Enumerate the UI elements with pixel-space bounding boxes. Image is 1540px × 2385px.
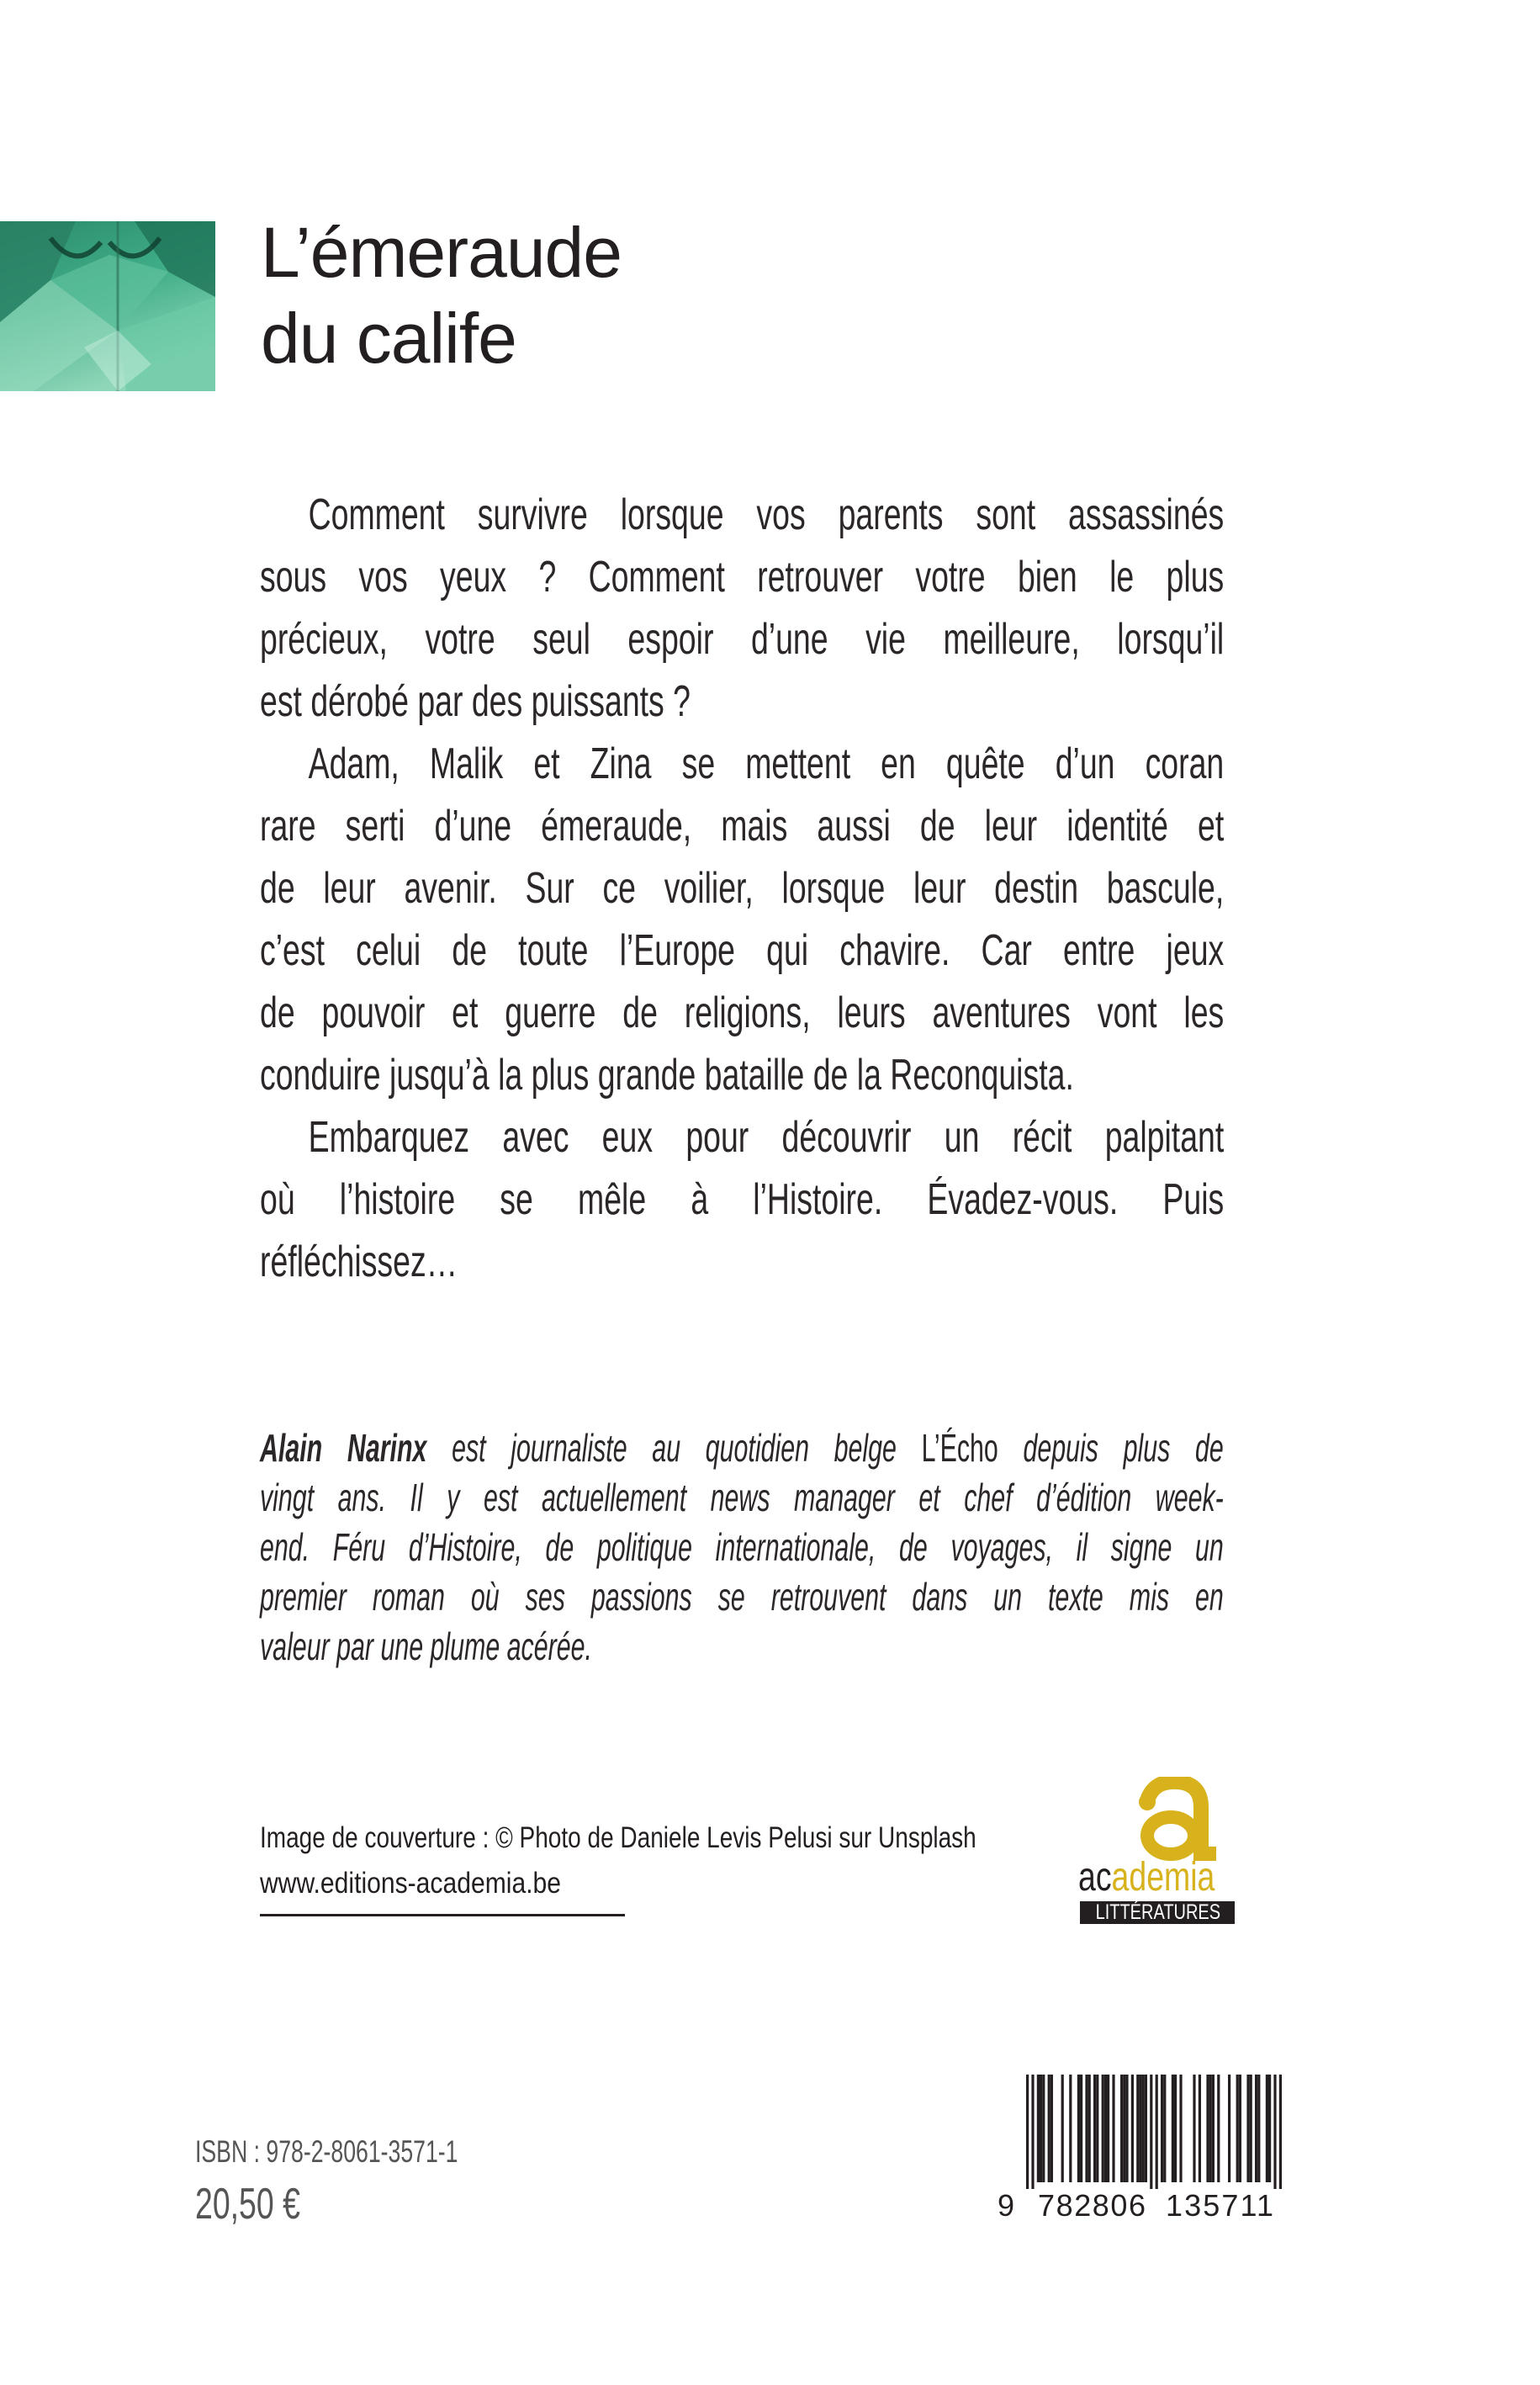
imprint-label: LITTÉRATURES — [1095, 1900, 1221, 1924]
barcode-bar — [1123, 2075, 1125, 2182]
barcode-bar — [1239, 2075, 1241, 2182]
barcode-bar — [1031, 2075, 1034, 2189]
barcode-bar — [1104, 2075, 1107, 2182]
barcode-bar — [1174, 2075, 1177, 2182]
blurb-line: sous vos yeux ? Comment retrouver votre bien le plus — [260, 553, 1225, 602]
logo-letter-a-mark — [1129, 1777, 1221, 1861]
bio-text: depuis plus de — [998, 1426, 1224, 1470]
barcode-bar — [1096, 2075, 1098, 2182]
barcode-bar — [1250, 2075, 1252, 2182]
barcode-bar — [1139, 2075, 1141, 2182]
barcode-bar — [1093, 2075, 1096, 2182]
barcode-left-digits: 782806 — [1038, 2188, 1146, 2223]
barcode-bar — [1156, 2075, 1158, 2189]
blurb-line: rare serti d’une émeraude, mais aussi de leur identité et — [260, 802, 1225, 851]
barcode-bar — [1125, 2075, 1128, 2182]
barcode-bar — [1228, 2075, 1230, 2182]
barcode-bar — [1120, 2075, 1123, 2182]
barcode-first-digit: 9 — [998, 2188, 1015, 2223]
blurb-line: de leur avenir. Sur ce voilier, lorsque leur destin bascule, — [260, 864, 1225, 913]
barcode-bar — [1069, 2075, 1072, 2182]
barcode-bar — [1236, 2075, 1239, 2182]
barcode-bar — [1206, 2075, 1209, 2182]
barcode-bar — [1080, 2075, 1082, 2182]
barcode-bar — [1107, 2075, 1109, 2182]
barcode-bar — [1131, 2075, 1134, 2182]
blurb-line: c’est celui de toute l’Europe qui chavire. Car entre jeux — [260, 926, 1225, 975]
barcode-bar — [1085, 2075, 1088, 2182]
bio-line: premier roman où ses passions se retrouvent dans un texte mis en — [260, 1575, 1224, 1619]
blurb-line: réfléchissez… — [260, 1238, 458, 1286]
barcode-bar — [1209, 2075, 1212, 2182]
author-name: Alain Narinx — [260, 1426, 427, 1470]
academia-logo — [1078, 1777, 1238, 1924]
barcode-bar — [1255, 2075, 1257, 2182]
blurb-line: Comment survivre lorsque vos parents sont assassinés — [308, 490, 1225, 539]
barcode-bar — [1050, 2075, 1053, 2182]
logo-wordmark — [1078, 1855, 1215, 1900]
barcode-bar — [1179, 2075, 1182, 2182]
blurb-text — [260, 484, 1224, 1293]
barcode-bar — [1145, 2075, 1147, 2182]
barcode-bar — [1026, 2075, 1029, 2189]
book-title-line-1: L’émeraude — [261, 213, 622, 292]
bio-line: vingt ans. Il y est actuellement news manager et chef d’édition week- — [260, 1476, 1224, 1519]
barcode-bar — [1150, 2075, 1152, 2189]
barcode-bar — [1048, 2075, 1050, 2182]
blurb-line: conduire jusqu’à la plus grande bataille de la Reconquista. — [260, 1051, 1074, 1100]
barcode-bar — [1077, 2075, 1080, 2182]
publisher-website-link[interactable]: www.editions-academia.be — [260, 1867, 562, 1900]
barcode-bar — [1268, 2075, 1271, 2182]
price: 20,50 € — [195, 2180, 300, 2229]
barcode-right-digits: 135711 — [1166, 2188, 1273, 2223]
website-underline — [260, 1914, 625, 1916]
bio-text: est journaliste au quotidien belge — [426, 1426, 922, 1470]
barcode-bar — [1163, 2075, 1166, 2182]
logo-word-part: ademia — [1111, 1855, 1215, 1900]
barcode-bar — [1102, 2075, 1104, 2182]
barcode-bar — [1273, 2075, 1276, 2189]
barcode-bar — [1042, 2075, 1045, 2182]
barcode-bar — [1212, 2075, 1215, 2182]
image-credit: Image de couverture : © Photo de Daniele Levis Pelusi sur Unsplash — [260, 1821, 976, 1854]
barcode-bar — [1199, 2075, 1201, 2182]
barcode-bar — [1193, 2075, 1195, 2182]
blurb-line: de pouvoir et guerre de religions, leurs aventures vont les — [260, 988, 1225, 1037]
author-bio — [260, 1423, 1224, 1672]
barcode-bar — [1279, 2075, 1282, 2189]
isbn: ISBN : 978-2-8061-3571-1 — [195, 2134, 458, 2169]
barcode-bar — [1142, 2075, 1145, 2182]
barcode-bar — [1217, 2075, 1220, 2182]
barcode-bar — [1112, 2075, 1114, 2182]
barcode-bar — [1061, 2075, 1064, 2182]
barcode-bar — [1161, 2075, 1163, 2182]
isbn-barcode — [992, 2071, 1312, 2223]
barcode-bar — [1246, 2075, 1249, 2182]
cover-emerald-image — [0, 221, 215, 391]
logo-word-part: ac — [1078, 1855, 1112, 1900]
barcode-bar — [1088, 2075, 1091, 2182]
bio-line: end. Féru d’Histoire, de politique internationale, de voyages, il signe un — [260, 1525, 1224, 1569]
barcode-bar — [1172, 2075, 1174, 2182]
blurb-line: précieux, votre seul espoir d’une vie meilleure, lorsqu’il — [260, 615, 1225, 664]
blurb-line: est dérobé par des puissants ? — [260, 677, 691, 726]
blurb-line: Embarquez avec eux pour découvrir un récit palpitant — [308, 1113, 1225, 1162]
barcode-bar — [1037, 2075, 1040, 2182]
barcode-bar — [1040, 2075, 1042, 2182]
bio-line: valeur par une plume acérée. — [260, 1624, 592, 1668]
barcode-bar — [1257, 2075, 1260, 2182]
blurb-line: où l’histoire se mêle à l’Histoire. Évadez-vous. Puis — [260, 1175, 1225, 1224]
book-title-line-2: du calife — [261, 299, 516, 378]
barcode-bar — [1266, 2075, 1268, 2182]
barcode-bar — [1136, 2075, 1139, 2182]
newspaper-name: L’Écho — [921, 1426, 998, 1470]
blurb-line: Adam, Malik et Zina se mettent en quête d’un coran — [308, 739, 1225, 788]
logo-imprint — [1080, 1901, 1235, 1924]
